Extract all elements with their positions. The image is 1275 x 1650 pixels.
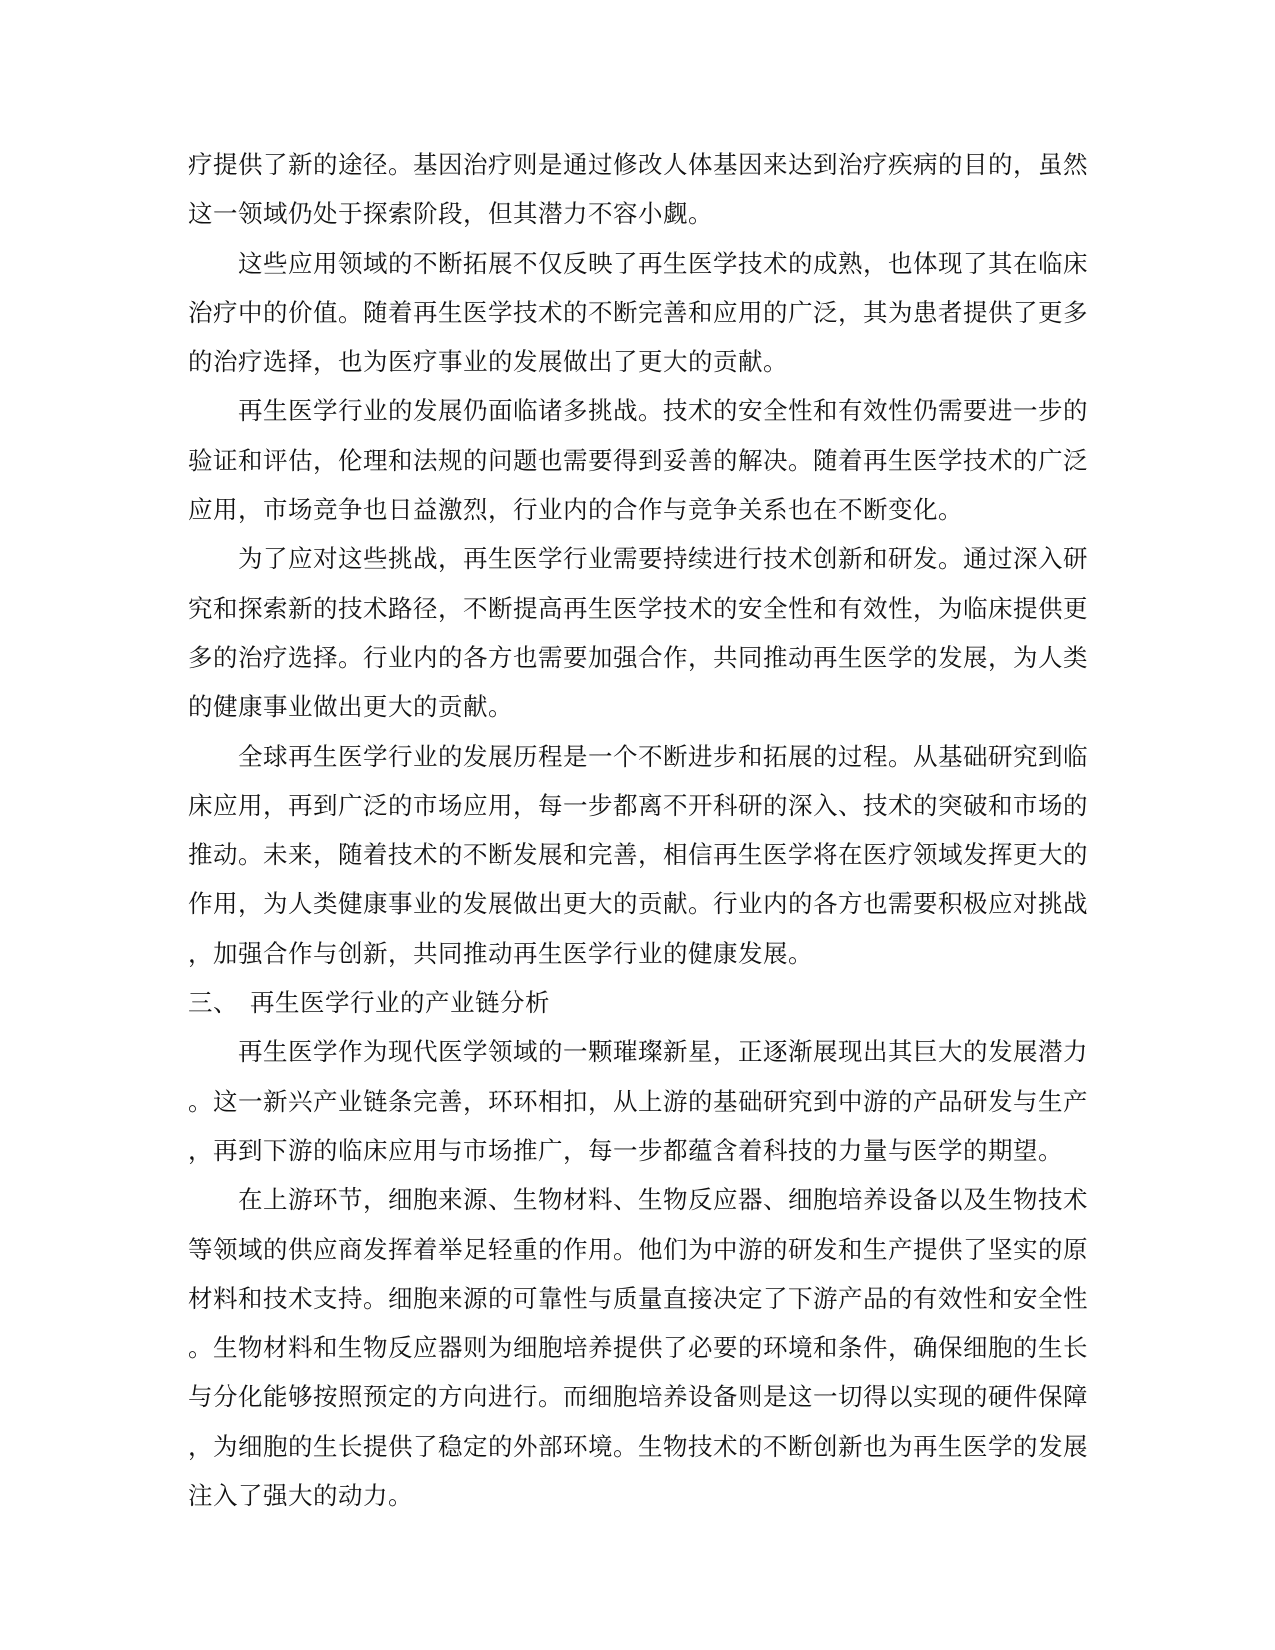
text-line: 这些应用领域的不断拓展不仅反映了再生医学技术的成熟，也体现了其在临床 [238, 248, 1088, 278]
text-line: 推动。未来，随着技术的不断发展和完善，相信再生医学将在医疗领域发挥更大的 [188, 840, 1088, 870]
text-line: 与分化能够按照预定的方向进行。而细胞培养设备则是这一切得以实现的硬件保障 [188, 1382, 1088, 1412]
text-line: 多的治疗选择。行业内的各方也需要加强合作，共同推动再生医学的发展，为人类 [188, 642, 1088, 672]
text-line: 再生医学作为现代医学领域的一颗璀璨新星，正逐渐展现出其巨大的发展潜力 [238, 1037, 1088, 1067]
section-title: 再生医学行业的产业链分析 [250, 988, 550, 1018]
paragraph-4 [188, 534, 1088, 731]
paragraph-7 [188, 1175, 1088, 1520]
text-line: 注入了强大的动力。 [188, 1481, 413, 1511]
text-line: 再生医学行业的发展仍面临诸多挑战。技术的安全性和有效性仍需要进一步的 [238, 396, 1088, 426]
paragraph-1 [188, 140, 1088, 239]
text-line: ，加强合作与创新，共同推动再生医学行业的健康发展。 [188, 938, 813, 968]
paragraph-2 [188, 239, 1088, 387]
text-line: ，为细胞的生长提供了稳定的外部环境。生物技术的不断创新也为再生医学的发展 [188, 1431, 1088, 1461]
document-body [188, 140, 1088, 1520]
text-line: 。生物材料和生物反应器则为细胞培养提供了必要的环境和条件，确保细胞的生长 [188, 1333, 1088, 1363]
text-line: 这一领域仍处于探索阶段，但其潜力不容小觑。 [188, 199, 713, 229]
section-number: 三、 [188, 988, 238, 1018]
text-line: 的治疗选择，也为医疗事业的发展做出了更大的贡献。 [188, 347, 788, 377]
section-heading [188, 978, 1088, 1027]
text-line: 为了应对这些挑战，再生医学行业需要持续进行技术创新和研发。通过深入研 [238, 544, 1088, 574]
text-line: 验证和评估，伦理和法规的问题也需要得到妥善的解决。随着再生医学技术的广泛 [188, 445, 1088, 475]
text-line: 作用，为人类健康事业的发展做出更大的贡献。行业内的各方也需要积极应对挑战 [188, 889, 1088, 919]
text-line: 全球再生医学行业的发展历程是一个不断进步和拓展的过程。从基础研究到临 [238, 741, 1088, 771]
text-line: 应用，市场竞争也日益激烈，行业内的合作与竞争关系也在不断变化。 [188, 495, 963, 525]
text-line: 。这一新兴产业链条完善，环环相扣，从上游的基础研究到中游的产品研发与生产 [188, 1086, 1088, 1116]
text-line: 的健康事业做出更大的贡献。 [188, 692, 513, 722]
text-line: 治疗中的价值。随着再生医学技术的不断完善和应用的广泛，其为患者提供了更多 [188, 297, 1088, 327]
text-line: 疗提供了新的途径。基因治疗则是通过修改人体基因来达到治疗疾病的目的，虽然 [188, 150, 1088, 179]
text-line: 等领域的供应商发挥着举足轻重的作用。他们为中游的研发和生产提供了坚实的原 [188, 1234, 1088, 1264]
paragraph-5 [188, 732, 1088, 978]
text-line: ，再到下游的临床应用与市场推广，每一步都蕴含着科技的力量与医学的期望。 [188, 1135, 1063, 1165]
text-line: 材料和技术支持。细胞来源的可靠性与质量直接决定了下游产品的有效性和安全性 [188, 1283, 1088, 1313]
text-line: 在上游环节，细胞来源、生物材料、生物反应器、细胞培养设备以及生物技术 [238, 1185, 1088, 1215]
text-line: 床应用，再到广泛的市场应用，每一步都离不开科研的深入、技术的突破和市场的 [188, 790, 1088, 820]
paragraph-3 [188, 386, 1088, 534]
text-line: 究和探索新的技术路径，不断提高再生医学技术的安全性和有效性，为临床提供更 [188, 593, 1088, 623]
paragraph-6 [188, 1027, 1088, 1175]
